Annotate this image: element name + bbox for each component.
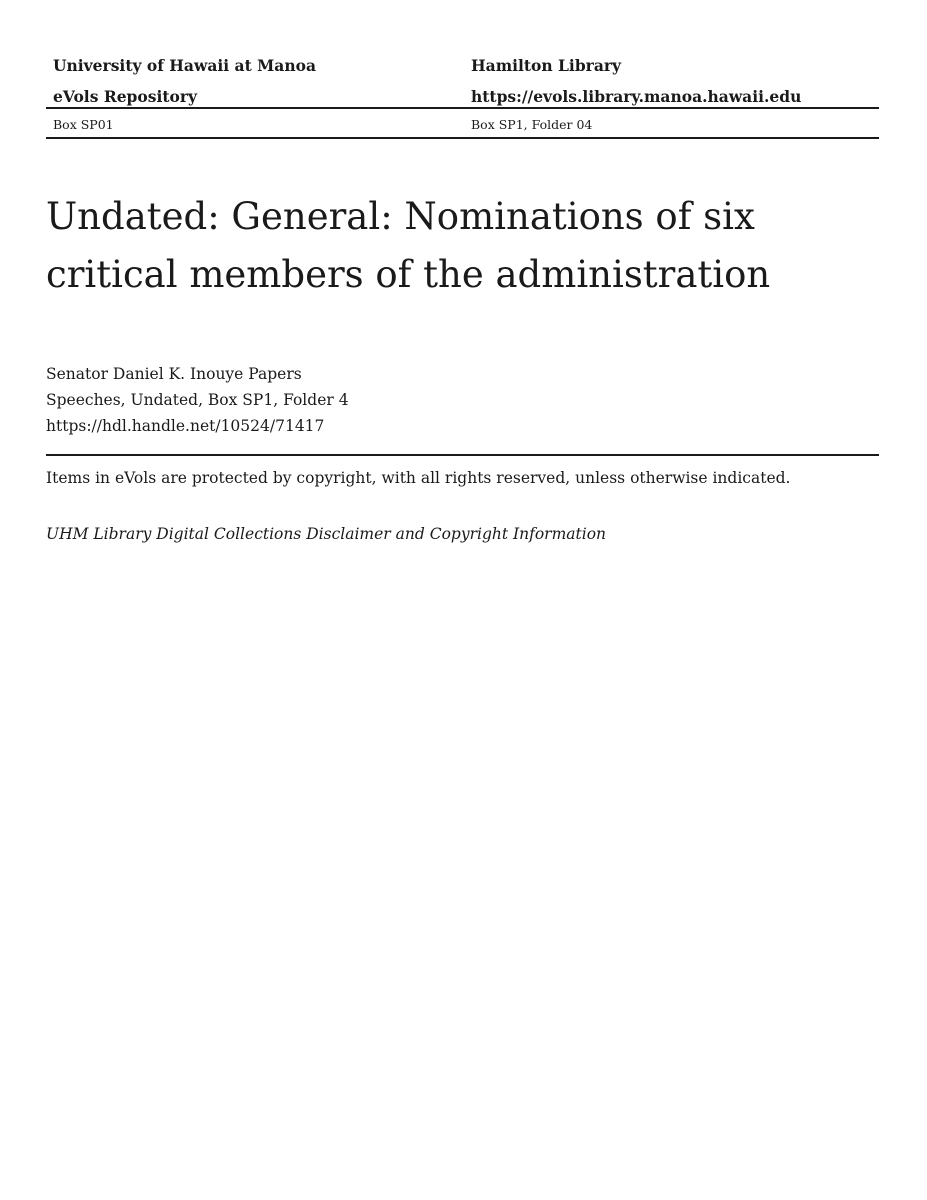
library-url-link[interactable]: https://evols.library.manoa.hawaii.edu (471, 87, 802, 106)
copyright-notice: Items in eVols are protected by copyright, with all rights reserved, unless otherwise indicated. (46, 469, 791, 487)
header-divider-top (46, 107, 879, 109)
header-right-column (471, 52, 801, 114)
box-folder-label: Box SP1, Folder 04 (471, 117, 593, 132)
disclaimer-link[interactable]: UHM Library Digital Collections Disclaimer and Copyright Information (46, 525, 607, 543)
document-title: Undated: General: Nominations of six critical members of the administration (46, 195, 771, 296)
series-location: Speeches, Undated, Box SP1, Folder 4 (46, 391, 349, 409)
box-label: Box SP01 (53, 117, 114, 132)
header-left-column (53, 52, 316, 114)
collection-name: Senator Daniel K. Inouye Papers (46, 365, 302, 383)
handle-link[interactable]: https://hdl.handle.net/10524/71417 (46, 417, 325, 435)
document-metadata (46, 361, 349, 439)
library-name: Hamilton Library (471, 56, 622, 75)
footer-divider (46, 454, 879, 456)
header-divider-bottom (46, 137, 879, 139)
repository-name: eVols Repository (53, 87, 198, 106)
institution-name: University of Hawaii at Manoa (53, 56, 316, 75)
